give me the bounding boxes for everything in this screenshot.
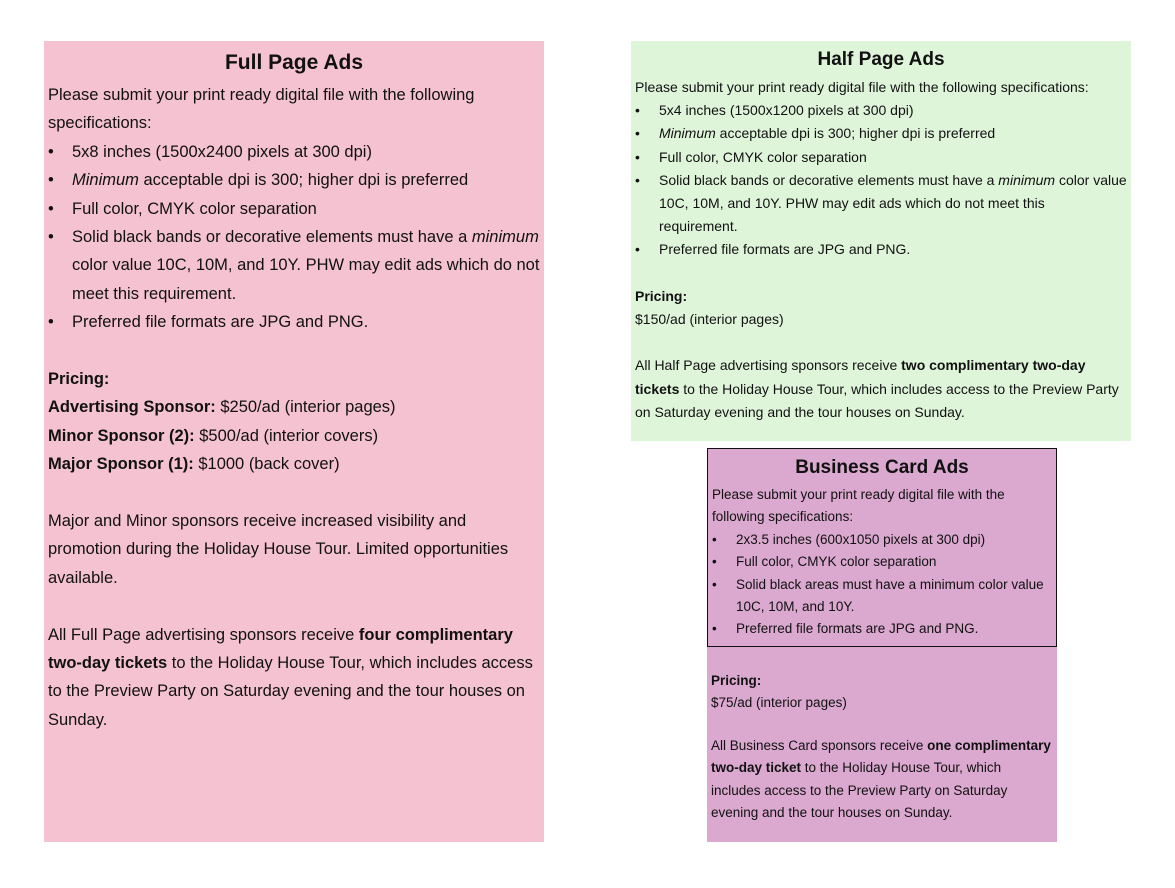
half-pricing-label-text: Pricing: <box>635 287 688 304</box>
half-spec-black-em: minimum <box>998 171 1056 188</box>
full-spec-black-a: Solid black bands or decorative elements must have a <box>72 228 472 247</box>
full-price-minor-value: $500/ad (interior covers) <box>194 426 379 445</box>
half-spec-dpi-rest: acceptable dpi is 300; higher dpi is preferred <box>715 125 996 142</box>
biz-tickets-a: All Business Card sponsors receive <box>711 737 928 753</box>
biz-spec-color: • Full color, CMYK color separation <box>712 551 1052 573</box>
full-tickets-c: to the Holiday House Tour, which includes access to the Preview Party on Saturday evening and the tour houses on Sunday. <box>48 654 533 729</box>
full-spec-black <box>48 223 540 308</box>
full-price-advertising-value: $250/ad (interior pages) <box>215 398 396 417</box>
half-tickets-note <box>635 354 1127 424</box>
full-price-advertising-label: Advertising Sponsor: <box>48 398 216 417</box>
full-intro: Please submit your print ready digital file with the following specifications: <box>48 86 475 133</box>
half-spec-list <box>635 99 1127 261</box>
half-tickets-c: to the Holiday House Tour, which includes access to the Preview Party on Saturday evening and the tour houses on Sunday. <box>635 380 1119 420</box>
biz-spec-list <box>712 529 1052 641</box>
half-spec-dpi <box>635 122 1127 145</box>
full-spec-black-em: minimum <box>471 228 539 247</box>
full-tickets-b: four complimentary two-day tickets <box>48 625 513 673</box>
full-page-ads-panel <box>44 41 544 842</box>
business-card-ads-panel <box>707 448 1057 842</box>
full-price-major <box>48 450 540 478</box>
biz-spec-formats: • Preferred file formats are JPG and PNG. <box>712 618 1052 640</box>
half-page-ads-panel <box>631 41 1131 441</box>
biz-pricing-label-text: Pricing: <box>711 673 762 688</box>
full-spec-dpi <box>48 166 540 194</box>
half-page-ads-title: Half Page Ads <box>817 49 945 70</box>
half-price: $150/ad (interior pages) <box>635 311 784 328</box>
biz-intro: Please submit your print ready digital file with the following specifications: <box>712 487 1005 525</box>
business-card-pricing-body <box>711 670 1053 824</box>
full-page-ads-body <box>48 81 540 734</box>
half-spec-dpi-em: Minimum <box>659 125 716 142</box>
biz-tickets-c: to the Holiday House Tour, which includes access to the Preview Party on Saturday evening and the tour houses on Sunday. <box>711 760 1008 821</box>
biz-price: $75/ad (interior pages) <box>711 695 847 711</box>
half-pricing-label <box>635 285 1127 308</box>
full-pricing-label <box>48 365 540 393</box>
business-card-specs-body <box>712 484 1052 641</box>
full-spec-color: • Full color, CMYK color separation <box>48 195 540 223</box>
full-spec-list <box>48 138 540 337</box>
full-spec-formats: • Preferred file formats are JPG and PNG. <box>48 308 540 336</box>
business-card-ads-title: Business Card Ads <box>795 457 969 478</box>
full-spec-size: • 5x8 inches (1500x2400 pixels at 300 dpi) <box>48 138 540 166</box>
full-spec-dpi-em: Minimum <box>72 171 139 190</box>
half-tickets-b: two complimentary two-day tickets <box>635 357 1086 397</box>
half-spec-size: • 5x4 inches (1500x1200 pixels at 300 dpi) <box>635 99 1127 122</box>
full-tickets-a: All Full Page advertising sponsors receive <box>48 625 359 644</box>
biz-tickets-b: one complimentary two-day ticket <box>711 737 1051 776</box>
half-page-ads-body <box>635 76 1127 424</box>
full-page-ads-title: Full Page Ads <box>224 51 364 74</box>
half-spec-black-b: color value 10C, 10M, and 10Y. PHW may edit ads which do not meet this requirement. <box>659 171 1127 235</box>
half-spec-color: • Full color, CMYK color separation <box>635 146 1127 169</box>
full-spec-dpi-rest: acceptable dpi is 300; higher dpi is preferred <box>138 171 469 190</box>
full-price-advertising <box>48 393 540 421</box>
full-tickets-note <box>48 621 540 735</box>
full-spec-black-b: color value 10C, 10M, and 10Y. PHW may edit ads which do not meet this requirement. <box>72 256 540 303</box>
half-spec-black <box>635 169 1127 239</box>
full-price-minor-label: Minor Sponsor (2): <box>48 426 195 445</box>
full-price-major-label: Major Sponsor (1): <box>48 455 194 474</box>
biz-spec-size: • 2x3.5 inches (600x1050 pixels at 300 dpi) <box>712 529 1052 551</box>
full-price-minor <box>48 422 540 450</box>
biz-tickets-note <box>711 735 1053 825</box>
biz-spec-black: • Solid black areas must have a minimum color value 10C, 10M, and 10Y. <box>712 574 1052 619</box>
half-spec-black-a: Solid black bands or decorative elements must have a <box>659 171 999 188</box>
half-tickets-a: All Half Page advertising sponsors receive <box>635 357 902 374</box>
full-visibility-note: Major and Minor sponsors receive increased visibility and promotion during the Holiday House Tour. Limited opportunities available. <box>48 512 509 587</box>
biz-pricing-label <box>711 670 1053 692</box>
half-intro: Please submit your print ready digital file with the following specifications: <box>635 79 1089 95</box>
business-card-specs-box <box>707 448 1057 647</box>
half-spec-formats: • Preferred file formats are JPG and PNG. <box>635 238 1127 261</box>
full-price-major-value: $1000 (back cover) <box>193 455 340 474</box>
full-pricing-label-text: Pricing: <box>48 370 110 389</box>
